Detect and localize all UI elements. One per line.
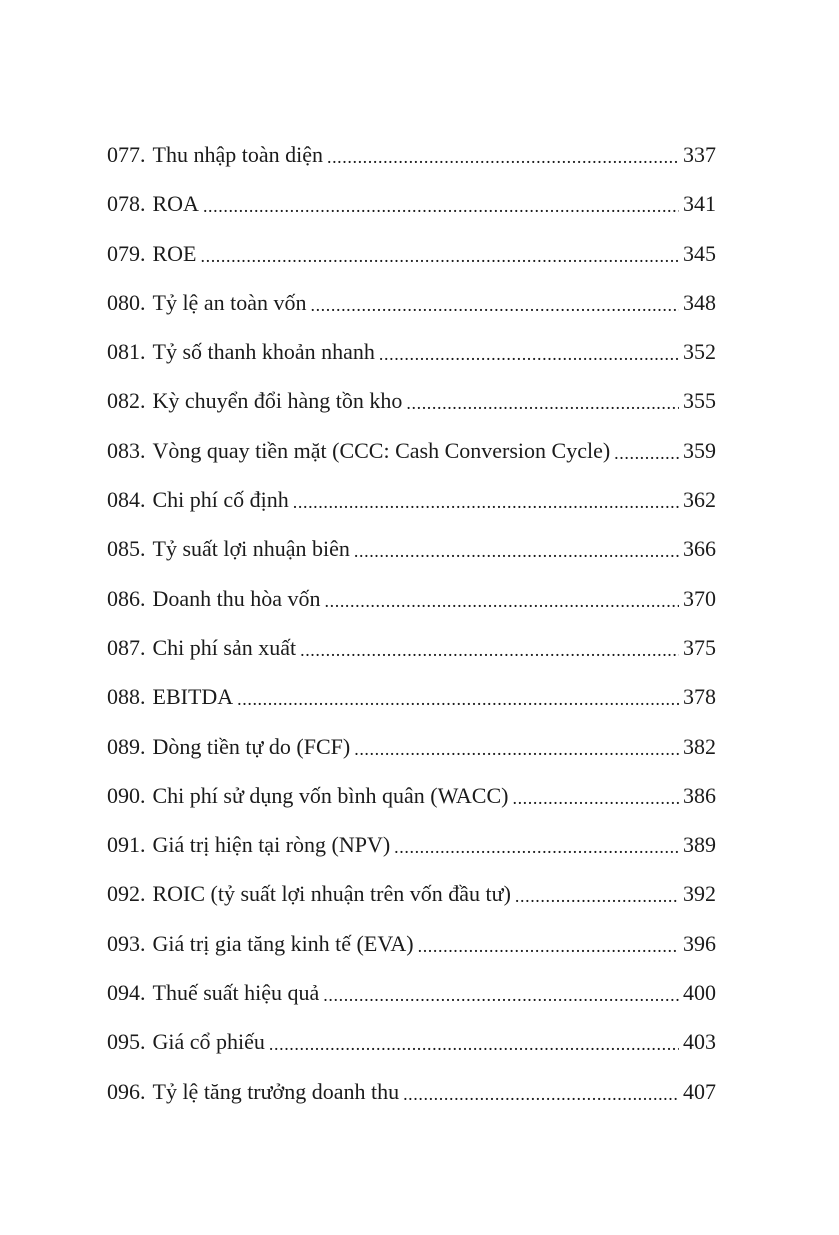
- dot-leader: [512, 787, 679, 809]
- entry-page-number: 386: [683, 782, 716, 808]
- entry-page-number: 348: [683, 289, 716, 315]
- entry-title: ROE: [152, 240, 197, 266]
- entry-title: Dòng tiền tự do (FCF): [152, 733, 351, 759]
- entry-number: 096.: [107, 1078, 146, 1104]
- entry-number: 095.: [107, 1029, 146, 1055]
- table-of-contents: [107, 130, 716, 1116]
- toc-entry[interactable]: [107, 869, 716, 918]
- entry-page-number: 341: [683, 191, 716, 217]
- toc-entry[interactable]: [107, 722, 716, 771]
- dot-leader: [418, 935, 679, 957]
- dot-leader: [293, 491, 679, 513]
- entry-title: Thuế suất hiệu quả: [152, 980, 320, 1006]
- entry-page-number: 382: [683, 733, 716, 759]
- dot-leader: [406, 392, 679, 414]
- toc-entry[interactable]: [107, 376, 716, 425]
- toc-entry[interactable]: [107, 672, 716, 721]
- entry-page-number: 378: [683, 684, 716, 710]
- entry-number: 077.: [107, 142, 146, 167]
- toc-entry[interactable]: [107, 771, 716, 820]
- entry-title: Giá trị gia tăng kinh tế (EVA): [152, 930, 414, 956]
- entry-number: 094.: [107, 980, 146, 1006]
- entry-page-number: 389: [683, 832, 716, 858]
- entry-number: 081.: [107, 339, 146, 365]
- entry-number: 093.: [107, 930, 146, 956]
- entry-number: 092.: [107, 881, 146, 907]
- toc-entry[interactable]: [107, 130, 716, 179]
- entry-number: 078.: [107, 191, 146, 217]
- entry-page-number: 396: [683, 930, 716, 956]
- dot-leader: [394, 836, 679, 858]
- entry-number: 079.: [107, 240, 146, 266]
- entry-number: 086.: [107, 585, 146, 611]
- entry-title: Chi phí sản xuất: [152, 634, 297, 660]
- entry-number: 090.: [107, 782, 146, 808]
- dot-leader: [325, 590, 679, 612]
- toc-entry[interactable]: [107, 475, 716, 524]
- entry-page-number: 337: [683, 142, 716, 167]
- toc-entry[interactable]: [107, 574, 716, 623]
- entry-title: Kỳ chuyển đổi hàng tồn kho: [152, 388, 403, 414]
- entry-page-number: 355: [683, 388, 716, 414]
- entry-page-number: 370: [683, 585, 716, 611]
- toc-entry[interactable]: [107, 623, 716, 672]
- entry-page-number: 366: [683, 536, 716, 562]
- entry-title: Tỷ lệ an toàn vốn: [152, 289, 307, 315]
- entry-page-number: 375: [683, 634, 716, 660]
- toc-entry[interactable]: [107, 179, 716, 228]
- toc-entry[interactable]: [107, 327, 716, 376]
- dot-leader: [515, 885, 679, 907]
- toc-entry[interactable]: [107, 278, 716, 327]
- entry-title: EBITDA: [152, 684, 234, 710]
- toc-entry[interactable]: [107, 524, 716, 573]
- dot-leader: [269, 1033, 679, 1055]
- entry-number: 091.: [107, 832, 146, 858]
- entry-page-number: 403: [683, 1029, 716, 1055]
- dot-leader: [327, 146, 679, 168]
- dot-leader: [379, 343, 679, 365]
- entry-page-number: 400: [683, 980, 716, 1006]
- dot-leader: [203, 195, 679, 217]
- entry-title: Giá cổ phiếu: [152, 1029, 265, 1055]
- entry-title: Thu nhập toàn diện: [152, 142, 323, 167]
- entry-number: 088.: [107, 684, 146, 710]
- toc-entry[interactable]: [107, 426, 716, 475]
- entry-number: 089.: [107, 733, 146, 759]
- entry-number: 083.: [107, 437, 146, 463]
- toc-entry[interactable]: [107, 1067, 716, 1116]
- entry-title: Tỷ số thanh khoản nhanh: [152, 339, 375, 365]
- toc-entry[interactable]: [107, 968, 716, 1017]
- entry-number: 084.: [107, 487, 146, 513]
- entry-page-number: 392: [683, 881, 716, 907]
- toc-entry[interactable]: [107, 1017, 716, 1066]
- entry-number: 080.: [107, 289, 146, 315]
- entry-title: Giá trị hiện tại ròng (NPV): [152, 832, 391, 858]
- entry-title: Tỷ lệ tăng trưởng doanh thu: [152, 1078, 400, 1104]
- dot-leader: [201, 245, 680, 267]
- entry-page-number: 345: [683, 240, 716, 266]
- dot-leader: [354, 738, 679, 760]
- dot-leader: [614, 442, 679, 464]
- entry-title: Chi phí cố định: [152, 487, 289, 513]
- toc-entry[interactable]: [107, 919, 716, 968]
- dot-leader: [310, 294, 679, 316]
- dot-leader: [323, 984, 679, 1006]
- entry-page-number: 352: [683, 339, 716, 365]
- entry-title: Chi phí sử dụng vốn bình quân (WACC): [152, 782, 509, 808]
- entry-title: Tỷ suất lợi nhuận biên: [152, 536, 350, 562]
- dot-leader: [237, 688, 679, 710]
- entry-title: ROIC (tỷ suất lợi nhuận trên vốn đầu tư): [152, 881, 511, 907]
- entry-page-number: 362: [683, 487, 716, 513]
- dot-leader: [300, 639, 679, 661]
- toc-entry[interactable]: [107, 229, 716, 278]
- toc-entry[interactable]: [107, 820, 716, 869]
- entry-title: Doanh thu hòa vốn: [152, 585, 321, 611]
- entry-page-number: 407: [683, 1078, 716, 1104]
- entry-page-number: 359: [683, 437, 716, 463]
- entry-number: 082.: [107, 388, 146, 414]
- dot-leader: [403, 1083, 679, 1105]
- entry-number: 085.: [107, 536, 146, 562]
- entry-title: ROA: [152, 191, 199, 217]
- entry-title: Vòng quay tiền mặt (CCC: Cash Conversion Cycle): [152, 437, 611, 463]
- dot-leader: [354, 540, 679, 562]
- entry-number: 087.: [107, 634, 146, 660]
